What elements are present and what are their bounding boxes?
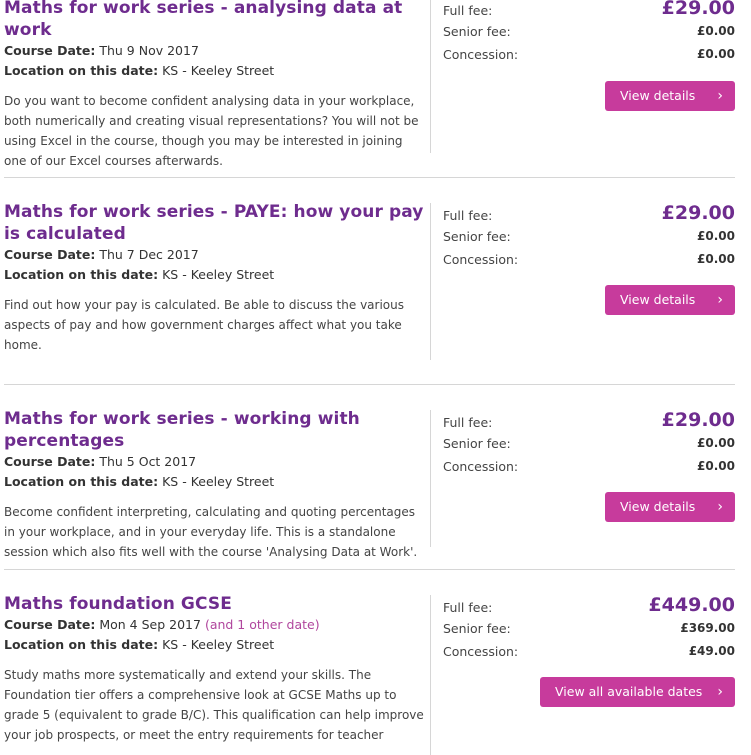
concession-row xyxy=(443,455,735,478)
course-date xyxy=(4,452,424,472)
course-date-value: Mon 4 Sep 2017 xyxy=(99,617,201,632)
other-dates-link[interactable]: (and 1 other date) xyxy=(204,617,320,632)
chevron-right-icon: › xyxy=(717,292,723,308)
senior-fee-label: Senior fee: xyxy=(443,621,511,636)
course-location-value: KS - Keeley Street xyxy=(162,63,275,78)
course-date-label: Course Date: xyxy=(4,247,96,262)
concession-value: £0.00 xyxy=(697,47,735,61)
senior-fee-label: Senior fee: xyxy=(443,24,511,39)
full-fee-value: £449.00 xyxy=(648,594,735,616)
course-location-label: Location on this date: xyxy=(4,474,159,489)
column-divider xyxy=(430,0,431,153)
senior-fee-label: Senior fee: xyxy=(443,436,511,451)
senior-fee-value: £369.00 xyxy=(680,621,735,635)
course-location-value: KS - Keeley Street xyxy=(162,267,275,282)
course-title[interactable]: Maths for work series - analysing data at work xyxy=(4,0,403,40)
senior-fee-row xyxy=(443,617,735,640)
course-description: Find out how your pay is calculated. Be able to discuss the various aspects of pay and how government charges affect what you take home. xyxy=(4,298,404,352)
course-title[interactable]: Maths for work series - working with percentages xyxy=(4,409,360,451)
fee-panel xyxy=(443,0,735,66)
view-details-button[interactable] xyxy=(605,81,735,111)
senior-fee-value: £0.00 xyxy=(697,24,735,38)
full-fee-row xyxy=(443,0,735,20)
course-title[interactable]: Maths foundation GCSE xyxy=(4,594,232,614)
senior-fee-label: Senior fee: xyxy=(443,229,511,244)
full-fee-row xyxy=(443,201,735,225)
view-details-label: View details xyxy=(620,499,696,514)
fee-panel xyxy=(443,201,735,271)
view-all-dates-button[interactable] xyxy=(540,677,735,707)
full-fee-label: Full fee: xyxy=(443,3,493,18)
course-date-value: Thu 9 Nov 2017 xyxy=(99,43,199,58)
full-fee-row xyxy=(443,593,735,617)
column-divider xyxy=(430,410,431,547)
course-location-label: Location on this date: xyxy=(4,267,159,282)
course-location xyxy=(4,61,424,81)
course-description: Become confident interpreting, calculating and quoting percentages in your workplace, and in your everyday life. This is a standalone session which also fits well with the course 'Analysing Data at Work'. xyxy=(4,505,418,559)
course-date-label: Course Date: xyxy=(4,617,96,632)
full-fee-label: Full fee: xyxy=(443,600,493,615)
course-location-value: KS - Keeley Street xyxy=(162,474,275,489)
course-separator xyxy=(4,177,735,178)
chevron-right-icon: › xyxy=(717,88,723,104)
course-location-label: Location on this date: xyxy=(4,637,159,652)
full-fee-row xyxy=(443,408,735,432)
senior-fee-value: £0.00 xyxy=(697,229,735,243)
column-divider xyxy=(430,203,431,360)
course-date-value: Thu 7 Dec 2017 xyxy=(99,247,199,262)
course-date xyxy=(4,41,424,61)
fee-panel xyxy=(443,593,735,663)
full-fee-value: £29.00 xyxy=(661,409,735,431)
concession-value: £0.00 xyxy=(697,252,735,266)
course-location xyxy=(4,472,424,492)
concession-label: Concession: xyxy=(443,252,519,267)
concession-label: Concession: xyxy=(443,47,519,62)
senior-fee-row xyxy=(443,20,735,43)
senior-fee-row xyxy=(443,432,735,455)
course-separator xyxy=(4,384,735,385)
course-date-label: Course Date: xyxy=(4,43,96,58)
concession-row xyxy=(443,248,735,271)
full-fee-label: Full fee: xyxy=(443,415,493,430)
course-date-label: Course Date: xyxy=(4,454,96,469)
senior-fee-row xyxy=(443,225,735,248)
view-all-dates-label: View all available dates xyxy=(555,684,703,699)
chevron-right-icon: › xyxy=(717,499,723,515)
senior-fee-value: £0.00 xyxy=(697,436,735,450)
concession-value: £0.00 xyxy=(697,459,735,473)
course-date xyxy=(4,245,424,265)
column-divider xyxy=(430,595,431,755)
full-fee-label: Full fee: xyxy=(443,208,493,223)
concession-value: £49.00 xyxy=(688,644,735,658)
fee-panel xyxy=(443,408,735,478)
course-separator xyxy=(4,569,735,570)
course-date xyxy=(4,615,424,635)
course-location-label: Location on this date: xyxy=(4,63,159,78)
full-fee-value: £29.00 xyxy=(661,0,735,19)
course-title[interactable]: Maths for work series - PAYE: how your pay is calculated xyxy=(4,202,424,244)
concession-label: Concession: xyxy=(443,459,519,474)
course-description: Study maths more systematically and extend your skills. The Foundation tier offers a comprehensive look at GCSE Maths up to grade 5 (equivalent to grade B/C). This qualification can help improve your job prospects, or meet the entry requirements for teacher xyxy=(4,668,424,742)
chevron-right-icon: › xyxy=(717,684,723,700)
course-date-value: Thu 5 Oct 2017 xyxy=(99,454,197,469)
view-details-label: View details xyxy=(620,88,696,103)
course-location xyxy=(4,635,424,655)
concession-label: Concession: xyxy=(443,644,519,659)
view-details-button[interactable] xyxy=(605,492,735,522)
concession-row xyxy=(443,43,735,66)
view-details-label: View details xyxy=(620,292,696,307)
course-description: Do you want to become confident analysing data in your workplace, both numerically and creating visual representations? You will not be using Excel in the course, though you may be interested in joining one of our Excel courses afterwards. xyxy=(4,94,419,168)
course-location xyxy=(4,265,424,285)
course-location-value: KS - Keeley Street xyxy=(162,637,275,652)
full-fee-value: £29.00 xyxy=(661,202,735,224)
view-details-button[interactable] xyxy=(605,285,735,315)
concession-row xyxy=(443,640,735,663)
